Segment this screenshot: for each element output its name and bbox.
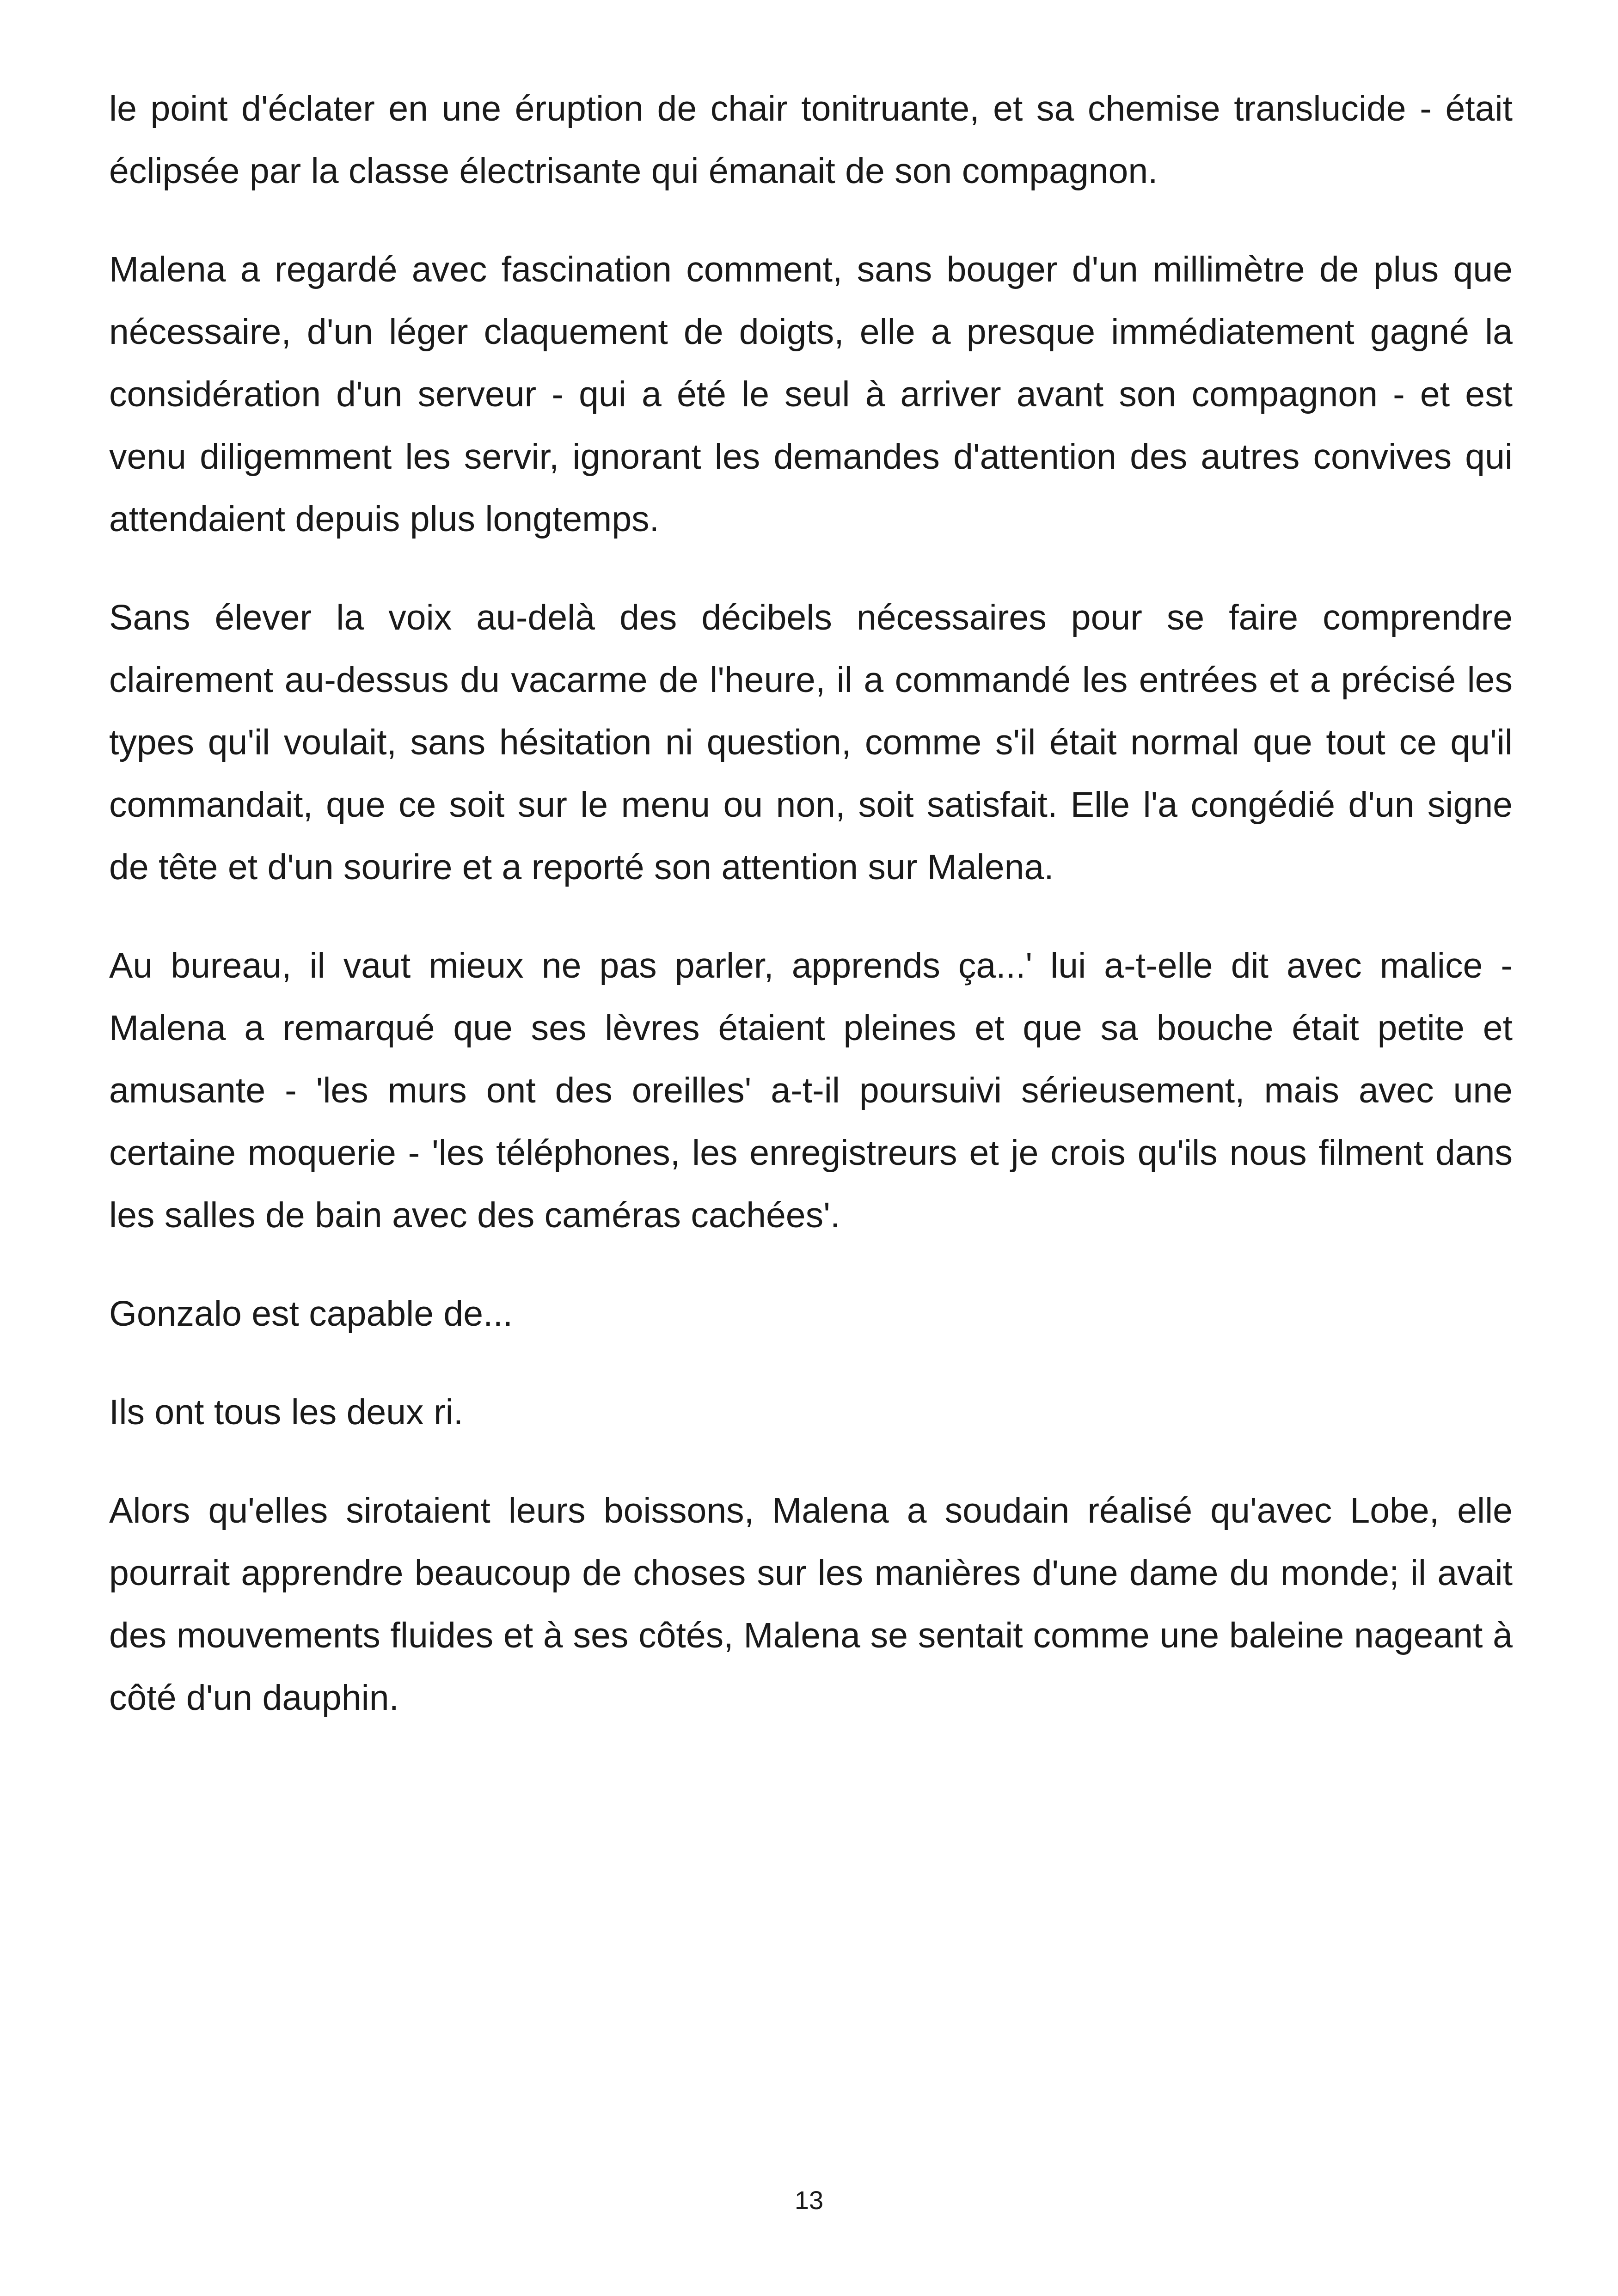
paragraph: Malena a regardé avec fascination comment, sans bouger d'un millimètre de plus que nécessaire, d'un léger claquement de doigts, elle a presque immédiatement gagné la considération d'un serveur - qui a été le seul à arriver avant son compagnon - et est venu diligemment les servir, ignorant les demandes d'attention des autres convives qui attendaient depuis plus longtemps. — [109, 250, 1513, 539]
paragraph: Gonzalo est capable de... — [109, 1294, 513, 1334]
paragraph: Sans élever la voix au-delà des décibels nécessaires pour se faire comprendre clairement au-dessus du vacarme de l'heure, il a commandé les entrées et a précisé les types qu'il voulait, sans hésitation ni question, comme s'il était normal que tout ce qu'il commandait, que ce soit sur le menu ou non, soit satisfait. Elle l'a congédié d'un signe de tête et d'un sourire et a reporté son attention sur Malena. — [109, 598, 1513, 887]
paragraph: Alors qu'elles sirotaient leurs boissons, Malena a soudain réalisé qu'avec Lobe, elle pourrait apprendre beaucoup de choses sur les manières d'une dame du monde; il avait des mouvements fluides et à ses côtés, Malena se sentait comme une baleine nageant à côté d'un dauphin. — [109, 1491, 1513, 1718]
paragraph: le point d'éclater en une éruption de chair tonitruante, et sa chemise translucide - était éclipsée par la classe électrisante qui émanait de son compagnon. — [109, 89, 1513, 191]
paragraph: Au bureau, il vaut mieux ne pas parler, apprends ça...' lui a-t-elle dit avec malice - Malena a remarqué que ses lèvres étaient pleines et que sa bouche était petite et amusante - 'les murs ont des oreilles' a-t-il poursuivi sérieusement, mais avec une certaine moquerie - 'les téléphones, les enregistreurs et je crois qu'ils nous filment dans les salles de bain avec des caméras cachées'. — [109, 946, 1513, 1235]
body-text — [109, 78, 1513, 1765]
page-number: 13 — [794, 2186, 824, 2215]
paragraph: Ils ont tous les deux ri. — [109, 1392, 464, 1432]
